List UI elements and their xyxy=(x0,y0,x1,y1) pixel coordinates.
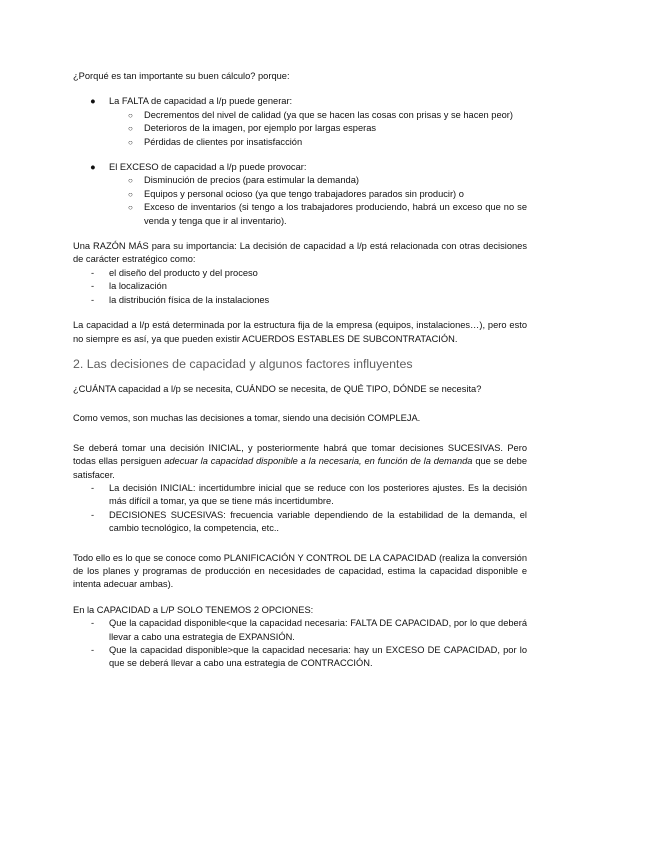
document-page xyxy=(73,70,527,671)
list-item: ○ Exceso de inventarios (si tengo a los trabajadores produciendo, habrá un exceso que no se venda y tenga que ir al inventario). xyxy=(128,202,527,226)
list-item: - Que la capacidad disponible<que la capacidad necesaria: FALTA DE CAPACIDAD, por lo que deberá llevar a cabo una estrategia de EXPANSIÓN. xyxy=(91,618,527,642)
dash-bullet-icon: - xyxy=(91,267,95,278)
emphasis-text: adecuar la capacidad disponible a la necesaria, en función de la demanda xyxy=(164,456,473,467)
list-item: - DECISIONES SUCESIVAS: frecuencia variable dependiendo de la estabilidad de la demanda, el cambio tecnológico, la competencia, etc.. xyxy=(91,509,527,534)
circle-bullet-icon: ○ xyxy=(128,137,133,147)
dash-bullet-icon: - xyxy=(91,645,95,655)
list-item: - la distribución física de la instalaciones xyxy=(73,294,527,307)
dash-bullet-icon: - xyxy=(91,482,95,493)
circle-bullet-icon: ○ xyxy=(128,110,133,120)
list-item: ○ Pérdidas de clientes por insatisfacción xyxy=(73,136,527,149)
list-item: - Que la capacidad disponible>que la capacidad necesaria: hay un EXCESO DE CAPACIDAD, por lo que se deberá llevar a cabo una estrategia de CONTRACCIÓN. xyxy=(91,645,527,669)
razon-paragraph: Una RAZÓN MÁS para su importancia: La decisión de capacidad a l/p está relacionada con otras decisiones de carácter estratégico como: xyxy=(73,241,527,265)
como-vemos-paragraph: Como vemos, son muchas las decisiones a tomar, siendo una decisión COMPLEJA. xyxy=(73,413,421,424)
razon-list xyxy=(73,267,527,307)
circle-bullet-icon: ○ xyxy=(128,189,133,199)
sucesivas-list xyxy=(73,482,527,536)
opciones-list xyxy=(73,617,527,671)
dash-bullet-icon: - xyxy=(91,618,95,629)
list-item: ● La FALTA de capacidad a l/p puede generar: xyxy=(73,95,527,108)
list-item: ○ Disminución de precios (para estimular la demanda) xyxy=(73,174,527,187)
circle-bullet-icon: ○ xyxy=(128,124,133,134)
dash-bullet-icon: - xyxy=(91,509,95,520)
dash-bullet-icon: - xyxy=(91,294,95,305)
list-item: ○ Deterioros de la imagen, por ejemplo por largas esperas xyxy=(73,122,527,135)
circle-bullet-icon: ○ xyxy=(128,176,133,186)
intro-question: ¿Porqué es tan importante su buen cálculo? porque: xyxy=(73,71,290,81)
list-item: - La decisión INICIAL: incertidumbre inicial que se reduce con los posteriores ajustes. Es la decisión más difícil a tomar, ya que se tiene más incertidumbre. xyxy=(91,482,527,507)
list-item: ○ Equipos y personal ocioso (ya que tengo trabajadores parados sin producir) o xyxy=(73,188,527,201)
list-item: ○ Decrementos del nivel de calidad (ya que se hacen las cosas con prisas y se hacen peor) xyxy=(73,109,527,122)
cuanta-question: ¿CUÁNTA capacidad a l/p se necesita, CUÁNDO se necesita, de QUÉ TIPO, DÓNDE se necesita? xyxy=(73,383,482,394)
bullet-icon: ● xyxy=(90,162,96,173)
dash-bullet-icon: - xyxy=(91,281,95,292)
sucesivas-paragraph: Se deberá tomar una decisión INICIAL, y posteriormente habrá que tomar decisiones SUCESIVAS. Pero todas ellas persiguen adecuar la capacidad disponible a la necesaria, en función de la demanda que se debe satisfacer. xyxy=(73,442,528,480)
estructura-paragraph: La capacidad a l/p está determinada por la estructura fija de la empresa (equipos, instalaciones…), pero esto no siempre es así, ya que pueden existir ACUERDOS ESTABLES DE SUBCONTRATACIÓN. xyxy=(73,320,527,344)
exceso-list xyxy=(73,161,527,228)
opciones-lead: En la CAPACIDAD a L/P SOLO TENEMOS 2 OPCIONES: xyxy=(73,604,314,615)
list-item: ● El EXCESO de capacidad a l/p puede provocar: xyxy=(73,161,527,174)
falta-list xyxy=(73,95,527,149)
list-item: - la localización xyxy=(73,280,527,293)
list-item: - el diseño del producto y del proceso xyxy=(73,267,527,280)
circle-bullet-icon: ○ xyxy=(128,203,133,213)
section-heading: 2. Las decisiones de capacidad y algunos factores influyentes xyxy=(73,356,413,371)
planificacion-paragraph: Todo ello es lo que se conoce como PLANIFICACIÓN Y CONTROL DE LA CAPACIDAD (realiza la conversión de los planes y programas de producción en necesidades de capacidad, estima la capacidad disponible e intenta adecuar ambas). xyxy=(73,552,527,590)
bullet-icon: ● xyxy=(90,96,96,107)
